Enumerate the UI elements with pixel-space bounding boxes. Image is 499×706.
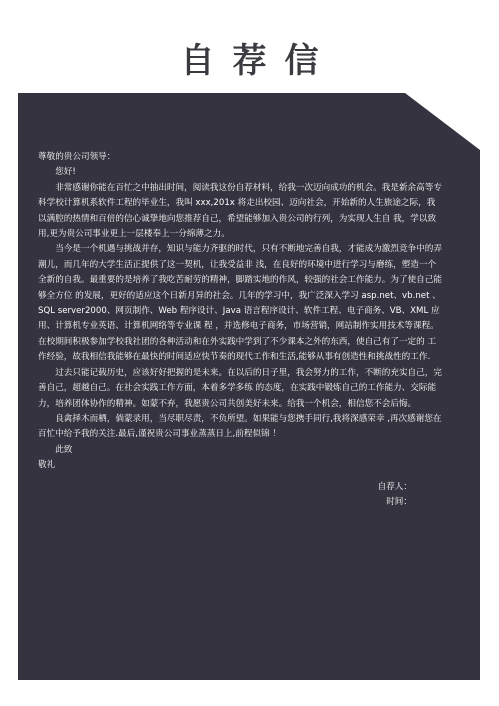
closing-jingli: 敬礼 bbox=[38, 460, 56, 471]
signer-label: 自荐人： bbox=[377, 481, 412, 492]
paragraph-closing: 良禽择木而栖，倘蒙录用，当尽职尽责，不负所望。如果能与您携手同行,我将深感荣幸 ,再次感谢您在百忙中给予我的关注.最后,谨祝贵公司事业蒸蒸日上,前程似锦 ！ bbox=[38, 413, 442, 440]
date-label: 时间： bbox=[386, 496, 412, 507]
page-title: 自荐信 bbox=[180, 41, 337, 81]
closing-cizhi: 此致 bbox=[55, 444, 73, 455]
salutation: 尊敬的贵公司领导： bbox=[38, 152, 116, 162]
greeting: 您好! bbox=[55, 167, 76, 178]
paragraph-education: 当今是一个机遇与挑战并存，知识与能力齐驱的时代，只有不断地完善自我，才能成为激烈竞争中的弄潮儿，而几年的大学生活正提供了这一契机，让我受益非 浅，在良好的环境中进行学习与磨练，塑造一个全新的自我。最重要的是培养了我吃苦耐劳的精神，脚踏实地的作风，较强的社会工作能力。为了使自己能够全方位 的发展，更好的适应这个日新月异的社会。几年的学习中，我广泛深入学习 asp.net、vb.net 、SQL server2000、网页制作、Web 程序设计、Java 语言程序设计、软件工程、电子商务、VB、XML 应用、计算机专业英语、计算机网络等专业课 程 ，并选修电子商务，市场营销，网站制作实用技术等课程。在校期间积极参加学校我社团的各种活动和在外实践中学到了不少课本之外的东西，使自己有了一定的 工作经验，故我相信我能够在最快的时间适应快节奏的现代工作和生活,能够从事有创造性和挑战性的工作. bbox=[38, 244, 442, 363]
letter-body bbox=[38, 150, 442, 510]
paragraph-intro: 非常感谢你能在百忙之中抽出时间，阅读我这份自荐材料，给我一次迈向成功的机会。我是新余高等专科学校计算机系软件工程的毕业生，我叫 xxx,201x 将走出校园、迈向社会，开始新的人生旅途之际，我以满腔的热情和百倍的信心诚挚地向您推荐自己，希望能够加入贵公司的行列，为实现人生自 我，学以致用,更为贵公司事业更上一层楼奉上一分绵薄之力。 bbox=[38, 182, 442, 240]
paragraph-future: 过去只能记载历史，应该好好把握的是未来。在以后的日子里，我会努力的工作，不断的充实自己，完善自己，超越自己。在社会实践工作方面，本着多学多练 的态度，在实践中锻炼自己的工作能力、交际能力，培养团体协作的精神。如蒙不弃，我愿贵公司共创美好未来。给我一个机会，相信您不会后悔。 bbox=[38, 367, 442, 409]
